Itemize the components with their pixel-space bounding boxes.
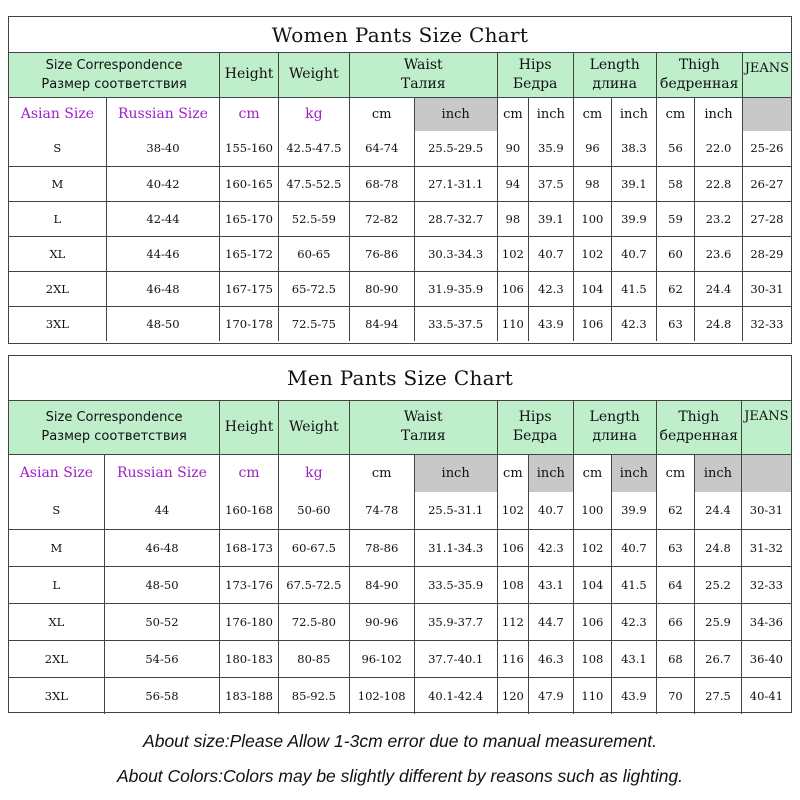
jeans-cell: 26-27 — [742, 166, 791, 201]
weight-cell: 67.5-72.5 — [278, 566, 349, 603]
asian-size-cell: 3XL — [9, 677, 104, 714]
weight-cell: 42.5-47.5 — [278, 131, 349, 166]
thigh-inch-cell: 24.8 — [695, 529, 742, 566]
hips-inch-cell: 40.7 — [529, 492, 574, 529]
waist-inch-cell: 25.5-29.5 — [414, 131, 497, 166]
thigh-inch-cell: 23.2 — [695, 201, 743, 236]
hips-inch-cell: 42.3 — [529, 529, 574, 566]
jeans-header: JEANS — [741, 401, 791, 454]
colors-note: About Colors:Colors may be slightly different by reasons such as lighting. — [116, 766, 684, 786]
weight-cell: 72.5-80 — [278, 603, 349, 640]
waist-cm-cell: 80-90 — [349, 271, 414, 306]
women-size-table — [9, 53, 791, 341]
jeans-cell: 32-33 — [742, 306, 791, 341]
russian-size-cell: 44 — [104, 492, 219, 529]
table-row — [9, 640, 791, 677]
hips-cm-cell: 90 — [497, 131, 528, 166]
thigh-header — [656, 401, 741, 454]
thigh-inch-cell: 24.8 — [695, 306, 743, 341]
hips-inch-cell: 35.9 — [529, 131, 574, 166]
hips-cm-cell: 106 — [497, 529, 528, 566]
units-row — [9, 454, 791, 492]
waist-cm-cell: 74-78 — [349, 492, 414, 529]
hips-cm-cell: 112 — [497, 603, 528, 640]
asian-size-cell: XL — [9, 603, 104, 640]
hips-cm-cell: 110 — [497, 306, 528, 341]
length-inch-unit: inch — [612, 97, 657, 131]
length-inch-cell: 40.7 — [612, 529, 657, 566]
length-header — [573, 401, 656, 454]
waist-inch-cell: 40.1-42.4 — [414, 677, 497, 714]
height-header: Height — [220, 401, 279, 454]
russian-size-cell: 42-44 — [106, 201, 219, 236]
waist-cm-cell: 78-86 — [349, 529, 414, 566]
size-note: About size:Please Allow 1-3cm error due to manual measurement. — [143, 731, 657, 751]
jeans-cell: 40-41 — [741, 677, 791, 714]
thigh-inch-unit: inch — [695, 454, 742, 492]
length-cm-cell: 102 — [573, 236, 611, 271]
waist-cm-cell: 68-78 — [349, 166, 414, 201]
height-unit: cm — [220, 97, 279, 131]
hips-ru: Бедра — [512, 75, 558, 92]
weight-unit: kg — [278, 454, 349, 492]
thigh-cm-cell: 70 — [656, 677, 694, 714]
asian-size-cell: L — [9, 201, 106, 236]
length-cm-cell: 104 — [573, 271, 611, 306]
thigh-header — [656, 53, 742, 97]
length-cm-cell: 102 — [573, 529, 611, 566]
russian-size-cell: 44-46 — [106, 236, 219, 271]
waist-inch-unit: inch — [414, 454, 497, 492]
height-cell: 155-160 — [220, 131, 279, 166]
russian-size-cell: 46-48 — [106, 271, 219, 306]
asian-size-cell: 3XL — [9, 306, 106, 341]
waist-inch-cell: 37.7-40.1 — [414, 640, 497, 677]
table-row — [9, 306, 791, 341]
thigh-inch-cell: 22.0 — [695, 131, 743, 166]
jeans-cell: 32-33 — [741, 566, 791, 603]
length-cm-cell: 106 — [573, 306, 611, 341]
hips-cm-cell: 94 — [497, 166, 528, 201]
height-cell: 165-172 — [220, 236, 279, 271]
waist-inch-unit: inch — [414, 97, 497, 131]
weight-cell: 85-92.5 — [278, 677, 349, 714]
waist-ru: Талия — [400, 75, 446, 92]
russian-size-cell: 46-48 — [104, 529, 219, 566]
hips-cm-cell: 106 — [497, 271, 528, 306]
length-inch-cell: 39.9 — [612, 201, 657, 236]
jeans-cell: 30-31 — [742, 271, 791, 306]
russian-size-label: Russian Size — [106, 97, 219, 131]
hips-inch-cell: 44.7 — [529, 603, 574, 640]
thigh-cm-cell: 68 — [656, 640, 694, 677]
height-cell: 165-170 — [220, 201, 279, 236]
header-row — [9, 401, 791, 454]
women-chart-title: Women Pants Size Chart — [9, 17, 791, 53]
length-inch-cell: 42.3 — [612, 306, 657, 341]
height-cell: 173-176 — [220, 566, 279, 603]
length-inch-cell: 40.7 — [612, 236, 657, 271]
weight-cell: 60-65 — [278, 236, 349, 271]
thigh-cm-cell: 56 — [656, 131, 694, 166]
thigh-cm-cell: 66 — [656, 603, 694, 640]
waist-inch-cell: 35.9-37.7 — [414, 603, 497, 640]
russian-size-cell: 38-40 — [106, 131, 219, 166]
jeans-cell: 31-32 — [741, 529, 791, 566]
length-inch-unit: inch — [612, 454, 657, 492]
asian-size-cell: S — [9, 131, 106, 166]
length-en: Length — [589, 409, 640, 426]
height-header: Height — [220, 53, 279, 97]
length-inch-cell: 43.9 — [612, 677, 657, 714]
waist-cm-cell: 64-74 — [349, 131, 414, 166]
length-cm-unit: cm — [573, 454, 611, 492]
thigh-inch-cell: 24.4 — [695, 492, 742, 529]
weight-header: Weight — [278, 53, 349, 97]
waist-inch-cell: 25.5-31.1 — [414, 492, 497, 529]
weight-cell: 65-72.5 — [278, 271, 349, 306]
russian-size-cell: 50-52 — [104, 603, 219, 640]
waist-cm-cell: 90-96 — [349, 603, 414, 640]
length-inch-cell: 39.9 — [612, 492, 657, 529]
thigh-cm-cell: 62 — [656, 492, 694, 529]
hips-inch-cell: 42.3 — [529, 271, 574, 306]
women-table-body — [9, 131, 791, 341]
hips-en: Hips — [518, 56, 552, 73]
thigh-cm-unit: cm — [656, 97, 694, 131]
russian-size-cell: 56-58 — [104, 677, 219, 714]
thigh-cm-cell: 58 — [656, 166, 694, 201]
jeans-unit-empty — [741, 454, 791, 492]
length-cm-cell: 96 — [573, 131, 611, 166]
length-cm-cell: 106 — [573, 603, 611, 640]
size-correspondence-ru: Размер соответствия — [41, 429, 187, 445]
length-header — [573, 53, 656, 97]
thigh-cm-unit: cm — [656, 454, 694, 492]
size-correspondence-header — [9, 53, 220, 97]
table-row — [9, 603, 791, 640]
height-cell: 167-175 — [220, 271, 279, 306]
weight-cell: 52.5-59 — [278, 201, 349, 236]
waist-inch-cell: 33.5-37.5 — [414, 306, 497, 341]
length-inch-cell: 41.5 — [612, 566, 657, 603]
height-cell: 176-180 — [220, 603, 279, 640]
waist-en: Waist — [403, 56, 443, 73]
hips-cm-cell: 116 — [497, 640, 528, 677]
men-chart-title: Men Pants Size Chart — [9, 356, 791, 401]
jeans-cell: 25-26 — [742, 131, 791, 166]
waist-inch-cell: 28.7-32.7 — [414, 201, 497, 236]
length-en: Length — [589, 56, 640, 73]
length-cm-cell: 100 — [573, 492, 611, 529]
hips-inch-cell: 37.5 — [529, 166, 574, 201]
waist-inch-cell: 31.9-35.9 — [414, 271, 497, 306]
russian-size-cell: 48-50 — [106, 306, 219, 341]
hips-cm-unit: cm — [497, 454, 528, 492]
length-cm-cell: 100 — [573, 201, 611, 236]
size-correspondence-en: Size Correspondence — [45, 57, 183, 73]
weight-cell: 50-60 — [278, 492, 349, 529]
asian-size-cell: L — [9, 566, 104, 603]
women-size-chart — [8, 16, 792, 344]
weight-header: Weight — [278, 401, 349, 454]
thigh-en: Thigh — [678, 409, 720, 426]
russian-size-label: Russian Size — [104, 454, 219, 492]
hips-inch-cell: 43.1 — [529, 566, 574, 603]
waist-cm-cell: 76-86 — [349, 236, 414, 271]
jeans-cell: 36-40 — [741, 640, 791, 677]
men-size-table — [9, 401, 791, 714]
thigh-ru: бедренная — [659, 428, 738, 445]
hips-inch-cell: 47.9 — [529, 677, 574, 714]
length-cm-cell: 110 — [573, 677, 611, 714]
thigh-cm-cell: 62 — [656, 271, 694, 306]
hips-inch-unit: inch — [529, 97, 574, 131]
jeans-cell: 34-36 — [741, 603, 791, 640]
height-cell: 160-168 — [220, 492, 279, 529]
thigh-ru: бедренная — [660, 75, 739, 92]
weight-cell: 80-85 — [278, 640, 349, 677]
length-inch-cell: 43.1 — [612, 640, 657, 677]
thigh-inch-cell: 27.5 — [695, 677, 742, 714]
jeans-cell: 30-31 — [741, 492, 791, 529]
asian-size-label: Asian Size — [9, 454, 104, 492]
thigh-inch-cell: 24.4 — [695, 271, 743, 306]
waist-cm-cell: 72-82 — [349, 201, 414, 236]
height-cell: 180-183 — [220, 640, 279, 677]
asian-size-cell: M — [9, 166, 106, 201]
hips-inch-cell: 40.7 — [529, 236, 574, 271]
hips-cm-cell: 120 — [497, 677, 528, 714]
men-table-body — [9, 492, 791, 714]
waist-inch-cell: 31.1-34.3 — [414, 529, 497, 566]
size-correspondence-ru: Размер соответствия — [41, 76, 187, 92]
length-inch-cell: 38.3 — [612, 131, 657, 166]
thigh-inch-cell: 23.6 — [695, 236, 743, 271]
hips-inch-cell: 39.1 — [529, 201, 574, 236]
asian-size-cell: S — [9, 492, 104, 529]
jeans-header: JEANS — [742, 53, 791, 97]
asian-size-label: Asian Size — [9, 97, 106, 131]
height-cell: 160-165 — [220, 166, 279, 201]
length-inch-cell: 39.1 — [612, 166, 657, 201]
table-row — [9, 201, 791, 236]
waist-inch-cell: 33.5-35.9 — [414, 566, 497, 603]
thigh-inch-cell: 22.8 — [695, 166, 743, 201]
thigh-cm-cell: 60 — [656, 236, 694, 271]
length-ru: длина — [592, 428, 637, 445]
asian-size-cell: M — [9, 529, 104, 566]
length-cm-cell: 104 — [573, 566, 611, 603]
waist-cm-cell: 96-102 — [349, 640, 414, 677]
hips-en: Hips — [518, 409, 552, 426]
waist-inch-cell: 30.3-34.3 — [414, 236, 497, 271]
waist-cm-unit: cm — [349, 97, 414, 131]
units-row — [9, 97, 791, 131]
thigh-inch-cell: 25.9 — [695, 603, 742, 640]
russian-size-cell: 40-42 — [106, 166, 219, 201]
waist-cm-unit: cm — [349, 454, 414, 492]
jeans-cell: 27-28 — [742, 201, 791, 236]
jeans-unit-empty — [742, 97, 791, 131]
thigh-inch-cell: 25.2 — [695, 566, 742, 603]
table-row — [9, 566, 791, 603]
length-cm-cell: 98 — [573, 166, 611, 201]
hips-ru: Бедра — [512, 428, 558, 445]
waist-cm-cell: 102-108 — [349, 677, 414, 714]
thigh-cm-cell: 63 — [656, 529, 694, 566]
hips-inch-cell: 43.9 — [529, 306, 574, 341]
asian-size-cell: 2XL — [9, 640, 104, 677]
thigh-cm-cell: 64 — [656, 566, 694, 603]
jeans-cell: 28-29 — [742, 236, 791, 271]
asian-size-cell: XL — [9, 236, 106, 271]
hips-cm-unit: cm — [497, 97, 528, 131]
weight-cell: 72.5-75 — [278, 306, 349, 341]
size-correspondence-en: Size Correspondence — [45, 410, 183, 426]
length-cm-unit: cm — [573, 97, 611, 131]
hips-cm-cell: 102 — [497, 236, 528, 271]
height-cell: 170-178 — [220, 306, 279, 341]
weight-cell: 47.5-52.5 — [278, 166, 349, 201]
size-correspondence-header — [9, 401, 220, 454]
waist-inch-cell: 27.1-31.1 — [414, 166, 497, 201]
waist-header — [349, 401, 497, 454]
hips-header — [497, 401, 573, 454]
length-inch-cell: 41.5 — [612, 271, 657, 306]
table-row — [9, 166, 791, 201]
length-cm-cell: 108 — [573, 640, 611, 677]
table-row — [9, 492, 791, 529]
weight-unit: kg — [278, 97, 349, 131]
waist-ru: Талия — [400, 428, 446, 445]
height-unit: cm — [220, 454, 279, 492]
weight-cell: 60-67.5 — [278, 529, 349, 566]
header-row — [9, 53, 791, 97]
hips-cm-cell: 108 — [497, 566, 528, 603]
waist-cm-cell: 84-90 — [349, 566, 414, 603]
hips-inch-cell: 46.3 — [529, 640, 574, 677]
russian-size-cell: 48-50 — [104, 566, 219, 603]
russian-size-cell: 54-56 — [104, 640, 219, 677]
thigh-inch-cell: 26.7 — [695, 640, 742, 677]
men-size-chart — [8, 355, 792, 713]
thigh-inch-unit: inch — [695, 97, 743, 131]
waist-header — [349, 53, 497, 97]
table-row — [9, 236, 791, 271]
table-row — [9, 131, 791, 166]
length-ru: длина — [592, 75, 637, 92]
table-row — [9, 529, 791, 566]
table-row — [9, 271, 791, 306]
thigh-en: Thigh — [678, 56, 720, 73]
height-cell: 183-188 — [220, 677, 279, 714]
hips-inch-unit: inch — [529, 454, 574, 492]
waist-en: Waist — [403, 409, 443, 426]
waist-cm-cell: 84-94 — [349, 306, 414, 341]
thigh-cm-cell: 63 — [656, 306, 694, 341]
thigh-cm-cell: 59 — [656, 201, 694, 236]
hips-cm-cell: 98 — [497, 201, 528, 236]
hips-header — [497, 53, 573, 97]
table-row — [9, 677, 791, 714]
asian-size-cell: 2XL — [9, 271, 106, 306]
hips-cm-cell: 102 — [497, 492, 528, 529]
height-cell: 168-173 — [220, 529, 279, 566]
length-inch-cell: 42.3 — [612, 603, 657, 640]
